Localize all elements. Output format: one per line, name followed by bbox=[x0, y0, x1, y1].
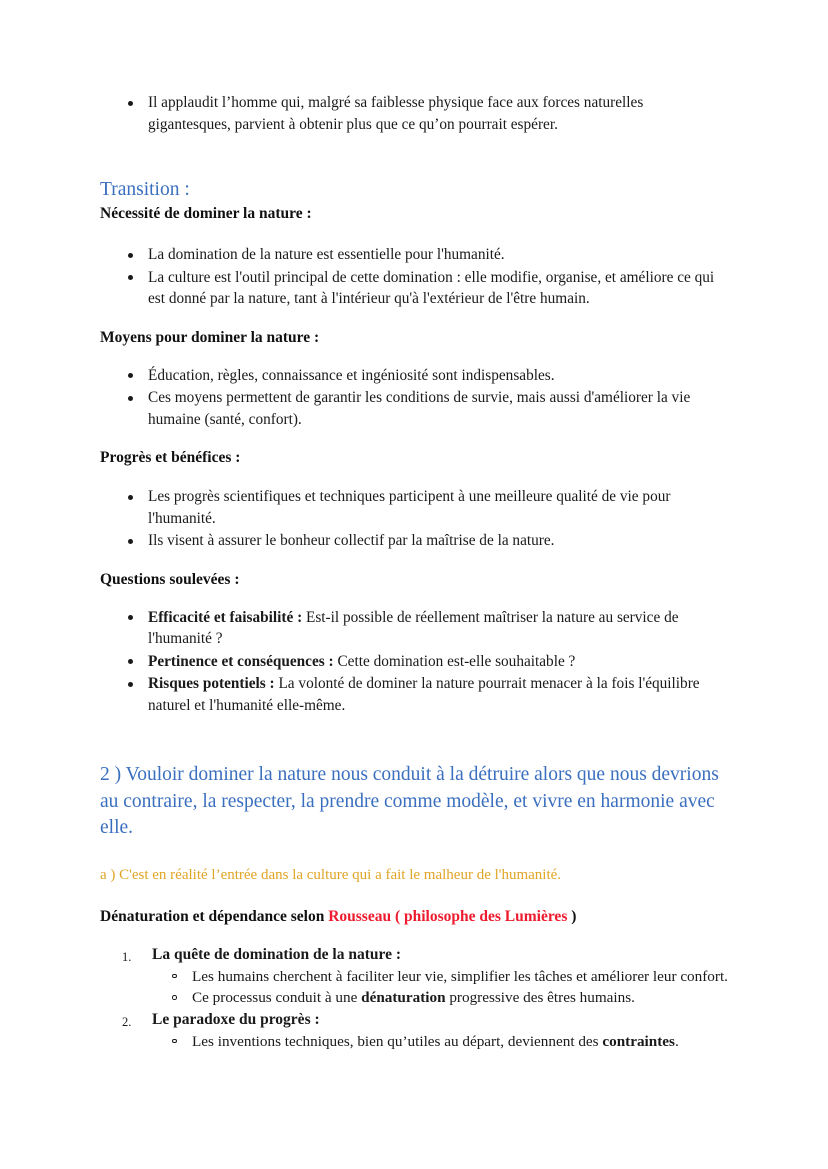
list-item bbox=[152, 1031, 728, 1053]
sub-bullet-bold-term: dénaturation bbox=[361, 989, 446, 1006]
numbered-list-item bbox=[100, 1009, 728, 1053]
numbered-item-title: La quête de domination de la nature : bbox=[152, 945, 402, 963]
sub-bullet-text-post: . bbox=[674, 1032, 679, 1050]
list-item bbox=[152, 987, 728, 1009]
sub-bullet-list bbox=[152, 1031, 728, 1053]
numbered-list-item bbox=[100, 944, 728, 1009]
sub-bullet-text-pre: Les inventions techniques, bien qu’utiles au départ, deviennent des bbox=[192, 1032, 603, 1050]
sub-bullet-text-post: progressive des êtres humains. bbox=[445, 989, 635, 1006]
rousseau-heading-prefix: Dénaturation et dépendance selon bbox=[100, 907, 329, 925]
rousseau-heading-suffix: ) bbox=[567, 907, 577, 925]
intro-bullet-list bbox=[100, 92, 728, 135]
list-item: Ces moyens permettent de garantir les conditions de survie, mais aussi d'améliorer la vie humaine (santé, confort). bbox=[100, 387, 728, 430]
sub-bullet-text-pre: Ce processus conduit à une bbox=[192, 989, 362, 1006]
rousseau-heading-red-text: Rousseau ( philosophe des Lumières bbox=[328, 907, 568, 925]
subsection-a-heading: a ) C'est en réalité l’entrée dans la culture qui a fait le malheur de l'humanité. bbox=[100, 866, 562, 883]
subheading-progres: Progrès et bénéfices : bbox=[100, 449, 241, 466]
bullet-lead-label: Efficacité et faisabilité : bbox=[148, 608, 303, 626]
document-content bbox=[100, 92, 728, 1052]
numbered-item-title: Le paradoxe du progrès : bbox=[152, 1010, 320, 1028]
moyens-bullet-list bbox=[100, 365, 728, 431]
list-item: La domination de la nature est essentielle pour l'humanité. bbox=[100, 244, 728, 266]
list-item: La culture est l'outil principal de cette domination : elle modifie, organise, et améliore ce qui est donné par la nature, tant à l'intérieur qu'à l'extérieur de l'être humain. bbox=[100, 267, 728, 310]
sub-bullet-text: Les humains cherchent à faciliter leur vie, simplifier les tâches et améliorer leur confort. bbox=[192, 967, 728, 985]
necessite-bullet-list bbox=[100, 244, 728, 310]
transition-heading: Transition : bbox=[100, 179, 190, 200]
list-item: Les progrès scientifiques et techniques participent à une meilleure qualité de vie pour l'humanité. bbox=[100, 486, 728, 529]
list-item bbox=[152, 966, 728, 988]
bullet-rest-text: Cette domination est-elle souhaitable ? bbox=[333, 652, 576, 670]
questions-bullet-list bbox=[100, 607, 728, 717]
list-item: Il applaudit l’homme qui, malgré sa faiblesse physique face aux forces naturelles gigantesques, parvient à obtenir plus que ce qu’on pourrait espérer. bbox=[100, 92, 728, 135]
subheading-moyens: Moyens pour dominer la nature : bbox=[100, 328, 320, 346]
bullet-lead-label: Pertinence et conséquences : bbox=[148, 652, 334, 670]
bullet-rest-text: Est-il possible de réellement maîtriser la nature au service de l'humanité ? bbox=[148, 608, 679, 647]
sub-bullet-list bbox=[152, 966, 728, 1009]
bullet-rest-text: La volonté de dominer la nature pourrait menacer à la fois l'équilibre naturel et l'humanité elle-même. bbox=[148, 675, 700, 714]
list-item: Ils visent à assurer le bonheur collectif par la maîtrise de la nature. bbox=[100, 530, 728, 552]
subheading-necessite: Nécessité de dominer la nature : bbox=[100, 205, 312, 222]
progres-bullet-list bbox=[100, 486, 728, 552]
list-item bbox=[100, 651, 728, 673]
sub-bullet-bold-term: contraintes bbox=[602, 1032, 675, 1050]
list-item bbox=[100, 607, 728, 650]
section-2-heading: 2 ) Vouloir dominer la nature nous conduit à la détruire alors que nous devrions au contraire, la respecter, la prendre comme modèle, et vivre en harmonie avec elle. bbox=[100, 764, 719, 838]
subheading-questions: Questions soulevées : bbox=[100, 570, 240, 588]
rousseau-heading bbox=[100, 906, 728, 928]
bullet-lead-label: Risques potentiels : bbox=[148, 675, 275, 692]
list-item bbox=[100, 673, 728, 716]
numbered-list bbox=[100, 944, 728, 1053]
list-item: Éducation, règles, connaissance et ingéniosité sont indispensables. bbox=[100, 365, 728, 387]
